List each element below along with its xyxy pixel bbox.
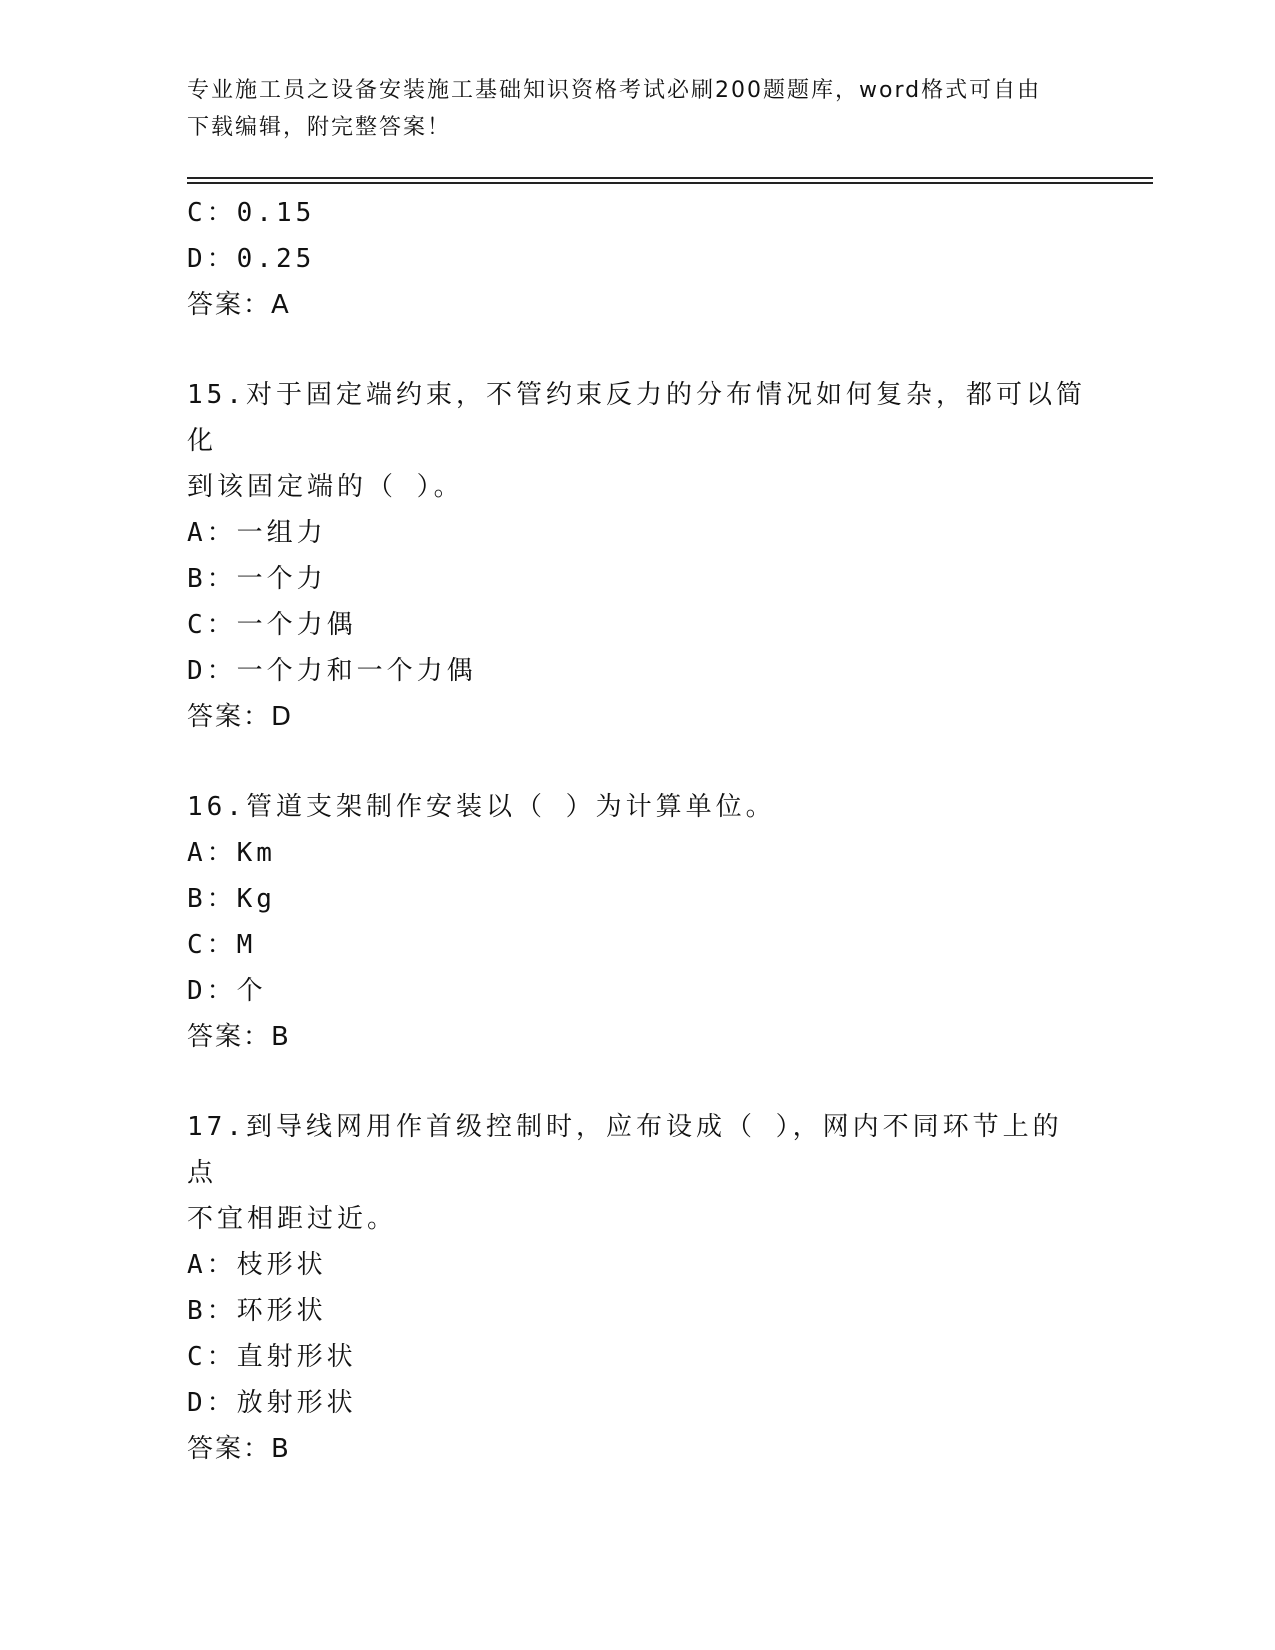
header-title-line-1: 专业施工员之设备安装施工基础知识资格考试必刷200题题库，word格式可自由 [187,78,1042,103]
option-b: B：环形状 [187,1296,327,1326]
question-stem-line: 16.管道支架制作安装以（ ）为计算单位。 [187,792,776,822]
option-b: B：Kg [187,884,276,914]
question-stem-line: 到该固定端的（ ）。 [187,472,464,502]
question-15 [187,372,1087,740]
question-16 [187,784,1087,1060]
spacer [187,1060,1087,1104]
question-partial [187,190,1087,328]
header-divider-top [187,177,1153,179]
option-c: C：直射形状 [187,1342,357,1372]
question-17 [187,1104,1087,1472]
header-title-line-2: 下载编辑，附完整答案！ [187,115,452,140]
option-d: D：一个力和一个力偶 [187,656,477,686]
option-a: A：枝形状 [187,1250,327,1280]
spacer [187,328,1087,372]
header-divider-bottom [187,182,1153,184]
question-stem-line: 15.对于固定端约束，不管约束反力的分布情况如何复杂，都可以简化 [187,380,1086,456]
answer-line: 答案：B [187,1434,291,1464]
answer-line: 答案：D [187,702,294,732]
option-d: D：个 [187,976,267,1006]
option-c: C：M [187,930,257,960]
option-a: A：Km [187,838,276,868]
answer-line: 答案：B [187,1022,291,1052]
question-stem-line: 不宜相距过近。 [187,1204,398,1234]
option-c: C：一个力偶 [187,610,357,640]
document-body [187,190,1087,1472]
option-d: D：0.25 [187,244,316,274]
spacer [187,740,1087,784]
option-b: B：一个力 [187,564,327,594]
question-stem-line: 17.到导线网用作首级控制时，应布设成（ ），网内不同环节上的点 [187,1112,1063,1188]
answer-line: 答案：A [187,290,291,320]
document-header [187,72,1067,146]
option-a: A：一组力 [187,518,327,548]
option-c: C：0.15 [187,198,316,228]
option-d: D：放射形状 [187,1388,357,1418]
